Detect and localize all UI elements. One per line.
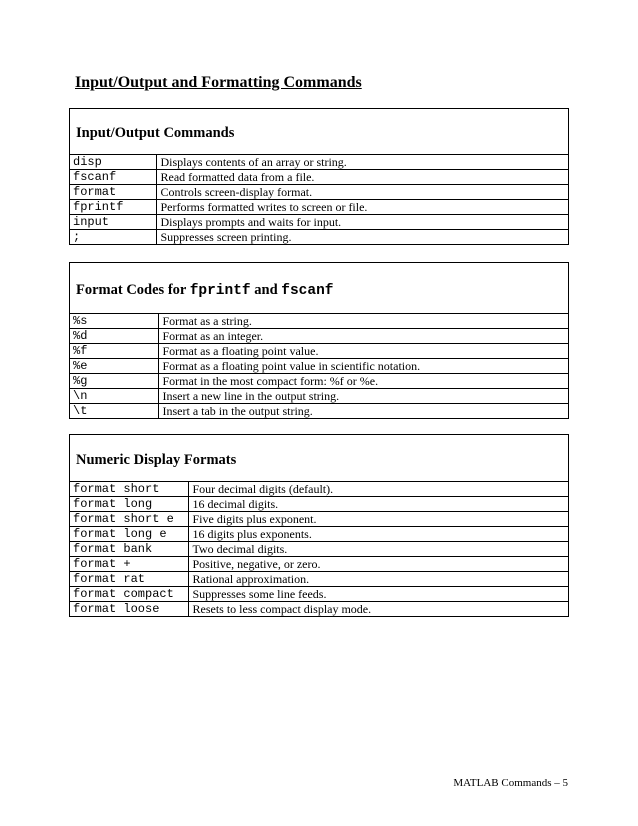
description-cell: 16 decimal digits.	[188, 497, 568, 512]
table-row	[70, 587, 568, 602]
command-cell: %f	[70, 344, 158, 359]
table-row	[70, 185, 568, 200]
command-cell: \t	[70, 404, 158, 419]
description-cell: Four decimal digits (default).	[192, 482, 334, 496]
description-cell: Format as a string.	[162, 314, 252, 328]
command-cell: format	[70, 185, 156, 200]
table-row	[70, 374, 568, 389]
command-cell: ;	[70, 230, 156, 245]
command-cell: format short	[70, 482, 188, 497]
table-row	[70, 155, 568, 170]
command-cell: %d	[70, 329, 158, 344]
description-cell: Rational approximation.	[188, 572, 568, 587]
description-cell: Two decimal digits.	[188, 542, 568, 557]
table-row	[70, 557, 568, 572]
description-cell: Performs formatted writes to screen or file.	[156, 200, 568, 215]
command-cell: input	[70, 215, 156, 230]
description-cell: Five digits plus exponent.	[188, 512, 568, 527]
table-row	[70, 572, 568, 587]
table-row	[70, 404, 568, 419]
command-cell: %g	[70, 374, 158, 389]
description-cell: Suppresses some line feeds.	[188, 587, 568, 602]
table-row	[70, 359, 568, 374]
command-cell: \n	[70, 389, 158, 404]
table-row	[70, 497, 568, 512]
table-row	[70, 314, 568, 329]
description-cell: Read formatted data from a file.	[156, 170, 568, 185]
description-cell: Resets to less compact display mode.	[188, 602, 568, 617]
command-cell: disp	[70, 155, 156, 170]
section-title: Numeric Display Formats	[76, 452, 237, 468]
table-row	[70, 344, 568, 359]
command-cell: fscanf	[70, 170, 156, 185]
page-footer: MATLAB Commands – 5	[453, 777, 568, 789]
table-row	[70, 482, 568, 497]
title-prefix: Format Codes for	[76, 282, 190, 298]
description-cell: Suppresses screen printing.	[156, 230, 568, 245]
page-title: Input/Output and Formatting Commands	[75, 74, 362, 91]
table-row	[70, 230, 568, 245]
description-cell: Insert a new line in the output string.	[158, 389, 568, 404]
table-row	[70, 542, 568, 557]
io-commands-section	[69, 108, 569, 245]
numeric-display-table	[70, 482, 568, 616]
table-row	[70, 170, 568, 185]
command-cell: fprintf	[70, 200, 156, 215]
description-cell: 16 digits plus exponents.	[188, 527, 568, 542]
description-cell: Format as an integer.	[158, 329, 568, 344]
command-cell: format bank	[70, 542, 188, 557]
command-cell: format +	[70, 557, 188, 572]
command-cell: format long	[70, 497, 188, 512]
description-cell: Positive, negative, or zero.	[188, 557, 568, 572]
command-cell: %e	[70, 359, 158, 374]
command-cell: format compact	[70, 587, 188, 602]
command-cell: format long e	[70, 527, 188, 542]
table-row	[70, 527, 568, 542]
command-cell: %s	[70, 314, 158, 329]
description-cell: Format in the most compact form: %f or %e.	[158, 374, 568, 389]
table-row	[70, 329, 568, 344]
table-row	[70, 602, 568, 617]
table-row	[70, 512, 568, 527]
table-row	[70, 200, 568, 215]
section-header	[70, 109, 568, 155]
table-row	[70, 389, 568, 404]
fscanf-code: fscanf	[281, 283, 334, 299]
description-cell: Format as a floating point value in scientific notation.	[158, 359, 568, 374]
section-header	[70, 263, 568, 314]
table-row	[70, 215, 568, 230]
numeric-display-section	[69, 434, 569, 617]
command-cell: format loose	[70, 602, 188, 617]
description-cell: Displays contents of an array or string.	[160, 155, 347, 169]
description-cell: Insert a tab in the output string.	[158, 404, 568, 419]
section-title: Input/Output Commands	[76, 125, 235, 141]
fprintf-code: fprintf	[189, 283, 251, 299]
command-cell: format short e	[70, 512, 188, 527]
section-header	[70, 435, 568, 482]
description-cell: Controls screen-display format.	[156, 185, 568, 200]
command-cell: format rat	[70, 572, 188, 587]
description-cell: Displays prompts and waits for input.	[156, 215, 568, 230]
description-cell: Format as a floating point value.	[158, 344, 568, 359]
section-title	[76, 282, 333, 299]
format-codes-table	[70, 314, 568, 418]
title-and: and	[250, 282, 282, 298]
io-commands-table	[70, 155, 568, 244]
format-codes-section	[69, 262, 569, 419]
